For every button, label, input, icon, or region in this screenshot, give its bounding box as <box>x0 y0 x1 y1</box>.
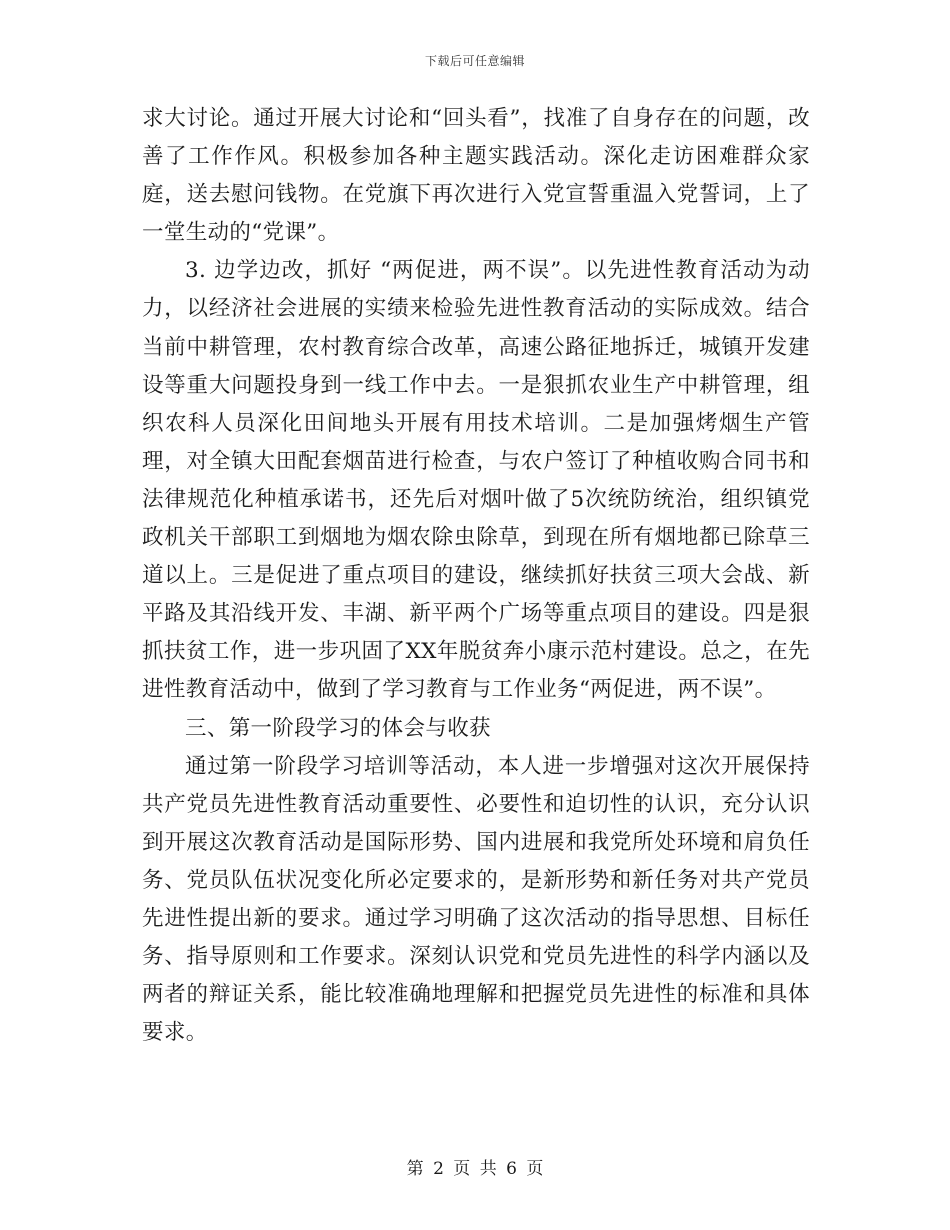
document-body <box>142 100 810 1052</box>
paragraph-item-3: 3. 边学边改，抓好 “两促进，两不误”。以先进性教育活动为动力，以经济社会进展的实绩来检验先进性教育活动的实际成效。结合当前中耕管理，农村教育综合改革，高速公路征地拆迁，城镇开发建设等重大问题投身到一线工作中去。一是狠抓农业生产中耕管理，组织农科人员深化田间地头开展有用技术培训。二是加强烤烟生产管理，对全镇大田配套烟苗进行检查，与农户签订了种植收购合同书和法律规范化种植承诺书，还先后对烟叶做了5次统防统治，组织镇党政机关干部职工到烟地为烟农除虫除草，到现在所有烟地都已除草三道以上。三是促进了重点项目的建设，继续抓好扶贫三项大会战、新平路及其沿线开发、丰湖、新平两个广场等重点项目的建设。四是狠抓扶贫工作，进一步巩固了XX年脱贫奔小康示范村建设。总之，在先进性教育活动中，做到了学习教育与工作业务“两促进，两不误”。 <box>142 258 810 703</box>
paragraph-continuation: 求大讨论。通过开展大讨论和“回头看”，找准了自身存在的问题，改善了工作作风。积极参加各种主题实践活动。深化走访困难群众家庭，送去慰问钱物。在党旗下再次进行入党宣誓重温入党誓词，上了一堂生动的“党课”。 <box>142 106 810 246</box>
page-number: 第 2 页 共 6 页 <box>406 1159 544 1179</box>
paragraph-reflection: 通过第一阶段学习培训等活动，本人进一步增强对这次开展保持共产党员先进性教育活动重要性、必要性和迫切性的认识，充分认识到开展这次教育活动是国际形势、国内进展和我党所处环境和肩负任务、党员队伍状况变化所必定要求的，是新形势和新任务对共产党员先进性提出新的要求。通过学习明确了这次活动的指导思想、目标任务、指导原则和工作要求。深刻认识党和党员先进性的科学内涵以及两者的辩证关系，能比较准确地理解和把握党员先进性的标准和具体要求。 <box>142 753 810 1046</box>
header-note: 下载后可任意编辑 <box>424 54 525 68</box>
section-heading-3: 三、第一阶段学习的体会与收获 <box>185 715 491 741</box>
